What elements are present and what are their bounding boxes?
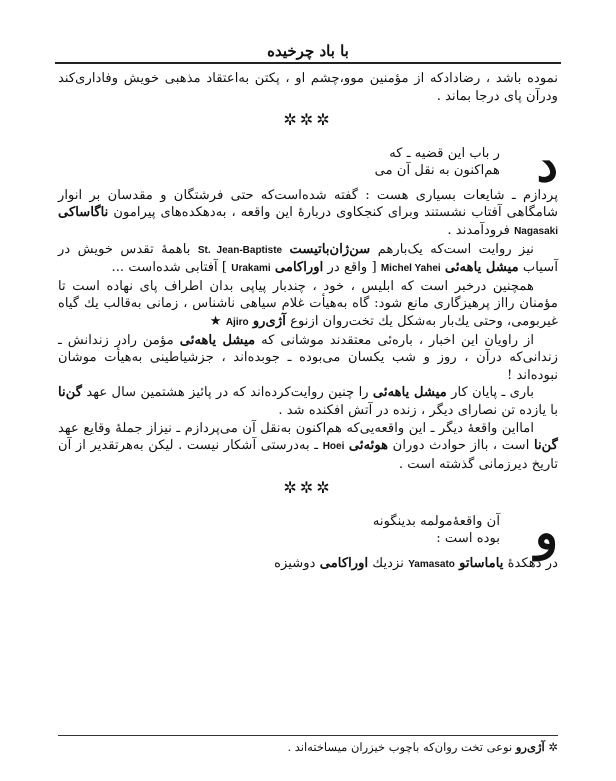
- dropcap-letter-2: و: [534, 504, 558, 561]
- text-run: امااین واقعهٔ دیگر ـ این واقعه‌یی‌که هم‌اکنون به‌نقل آن می‌پردازم ـ نیزاز جملهٔ وقایع عهد: [58, 420, 534, 436]
- dropcap-letter-1: د: [536, 136, 558, 193]
- paragraph-7: [58, 420, 558, 474]
- text-run: از راویان این اخبار ، باره‌ئی معتقدند موشانی که: [261, 332, 534, 348]
- text-run: با یازده تن نصارای دیگر ، زنده در آتش افکنده شد .: [278, 402, 558, 418]
- dropcap-lines-1: [58, 145, 558, 180]
- latin-gloss: Michel Yahei: [380, 263, 441, 275]
- text-run: ـ به‌درستی آشکار نیست . لیکن به‌هرتقدیر از آن تاریخ دیرزمانی گذشته است .: [58, 438, 558, 472]
- footnote-text: نوعی تخت روان‌که باچوب خیزران میساخته‌اند .: [287, 740, 513, 754]
- footnote-divider: [58, 735, 558, 736]
- footnote: [58, 740, 558, 754]
- text-run: نزدیك: [372, 555, 404, 571]
- paragraph-3: [58, 241, 558, 278]
- era-name: گن‌نا: [58, 385, 83, 401]
- dropcap-line: آن واقعهٔ‌مولمه بدینگونه: [372, 513, 500, 529]
- era-name: هوئه‌ئی: [348, 438, 389, 454]
- paragraph-1: نموده باشد ، رضادادکه از مؤمنین موو،چشم او ، پکتن به‌اعتقاد مذهبی خویش وفاداری‌کند ودرآن پای درجا بماند .: [58, 71, 558, 104]
- text-run: باری ـ پایان کار: [451, 385, 534, 401]
- text-run: ] آفتابی شده‌است ...: [111, 260, 228, 276]
- footnote-term: آژی‌رو: [515, 740, 545, 754]
- person-name: سن‌ژان‌باتیست: [289, 241, 371, 257]
- text-run: دوشیزه: [274, 555, 316, 571]
- place-name: یاماساتو: [459, 555, 504, 571]
- text-run: [ واقع در: [327, 260, 377, 276]
- person-name: میشل یاهه‌ئی: [372, 385, 447, 401]
- paragraph-8: [58, 555, 558, 574]
- person-name: میشل یاهه‌ئی: [179, 332, 256, 348]
- paragraph-4: [58, 278, 558, 332]
- latin-gloss: Hoei: [322, 441, 345, 453]
- place-name: اوراکامی: [319, 555, 369, 571]
- era-name: گن‌نا: [533, 438, 558, 454]
- dropcap-block-1: [58, 136, 558, 193]
- text-run: است ، بااز حوادث دوران: [392, 438, 530, 454]
- dropcap-line: ر باب این قضیه ـ که: [389, 145, 500, 161]
- main-text: [58, 70, 558, 573]
- latin-gloss: Urakami: [231, 263, 271, 275]
- paragraph-2: [58, 187, 558, 241]
- footnote-marker: ★: [209, 313, 222, 329]
- footnote-marker: ✲: [548, 740, 558, 754]
- running-header: با باد چرخیده: [267, 42, 349, 60]
- text-run: را چنین روایت‌کرده‌اند که در پائیز هشتمین سال عهد: [86, 385, 369, 401]
- header-divider: [55, 62, 561, 64]
- text-run: در دهکدهٔ: [507, 555, 558, 571]
- place-name: ناگاساکی: [58, 205, 109, 221]
- text-run: همچنین درخبر است که ابلیس ، خود ، چندبار پیاپی بدان اطراف پای نهاده است تا مؤمنان رااز پرهیزگاری مانع شود: گاه به‌هیأت غلام سیاهی ناشناس ، زمانی به‌قالب یك گیاه غیربومی، وحتی یك‌بار به‌شکل یك تخت‌روان ازنوع: [58, 278, 558, 329]
- term: آژی‌رو: [252, 313, 286, 329]
- dropcap-line: هم‌اکنون به نقل آن می: [374, 163, 500, 179]
- latin-gloss: St. Jean-Baptiste: [197, 244, 283, 256]
- text-run: پردازم ـ شایعات بسیاری هست : گفته شده‌است‌که حتی فرشتگان و مقدسان بر انوار شامگاهی آفتاب نشستند وبرای کنجکاوی دربارهٔ این واقعه ، به‌دهکده‌های پیرامون: [58, 187, 558, 221]
- latin-gloss: Ajiro: [225, 316, 249, 328]
- dropcap-lines-2: [58, 513, 558, 548]
- latin-gloss: Nagasaki: [514, 225, 558, 237]
- paragraph-6: [58, 384, 558, 419]
- place-name: اوراکامی: [274, 260, 324, 276]
- latin-gloss: Yamasato: [408, 558, 455, 570]
- text-run: فرودآمدند .: [447, 222, 510, 238]
- dropcap-block-2: [58, 504, 558, 561]
- section-separator-1: ✲✲✲: [283, 110, 333, 130]
- person-name: میشل یاهه‌ئی: [444, 260, 519, 276]
- text-run: مؤمن رادر زندانش ـ زندانی‌که درآن ، روز و شب یکسان می‌بوده ـ جوبده‌اند ، جزشیاطینی به‌هیأت موشان نبوده‌اند !: [58, 332, 558, 383]
- text-run: نیز روایت است‌که یک‌بارهم: [377, 241, 534, 257]
- text-run: باهمهٔ تقدس خویش در آسیاب: [58, 241, 558, 276]
- paragraph-5: [58, 332, 558, 385]
- dropcap-line: بوده است :: [436, 531, 500, 547]
- section-separator-2: ✲✲✲: [283, 478, 333, 498]
